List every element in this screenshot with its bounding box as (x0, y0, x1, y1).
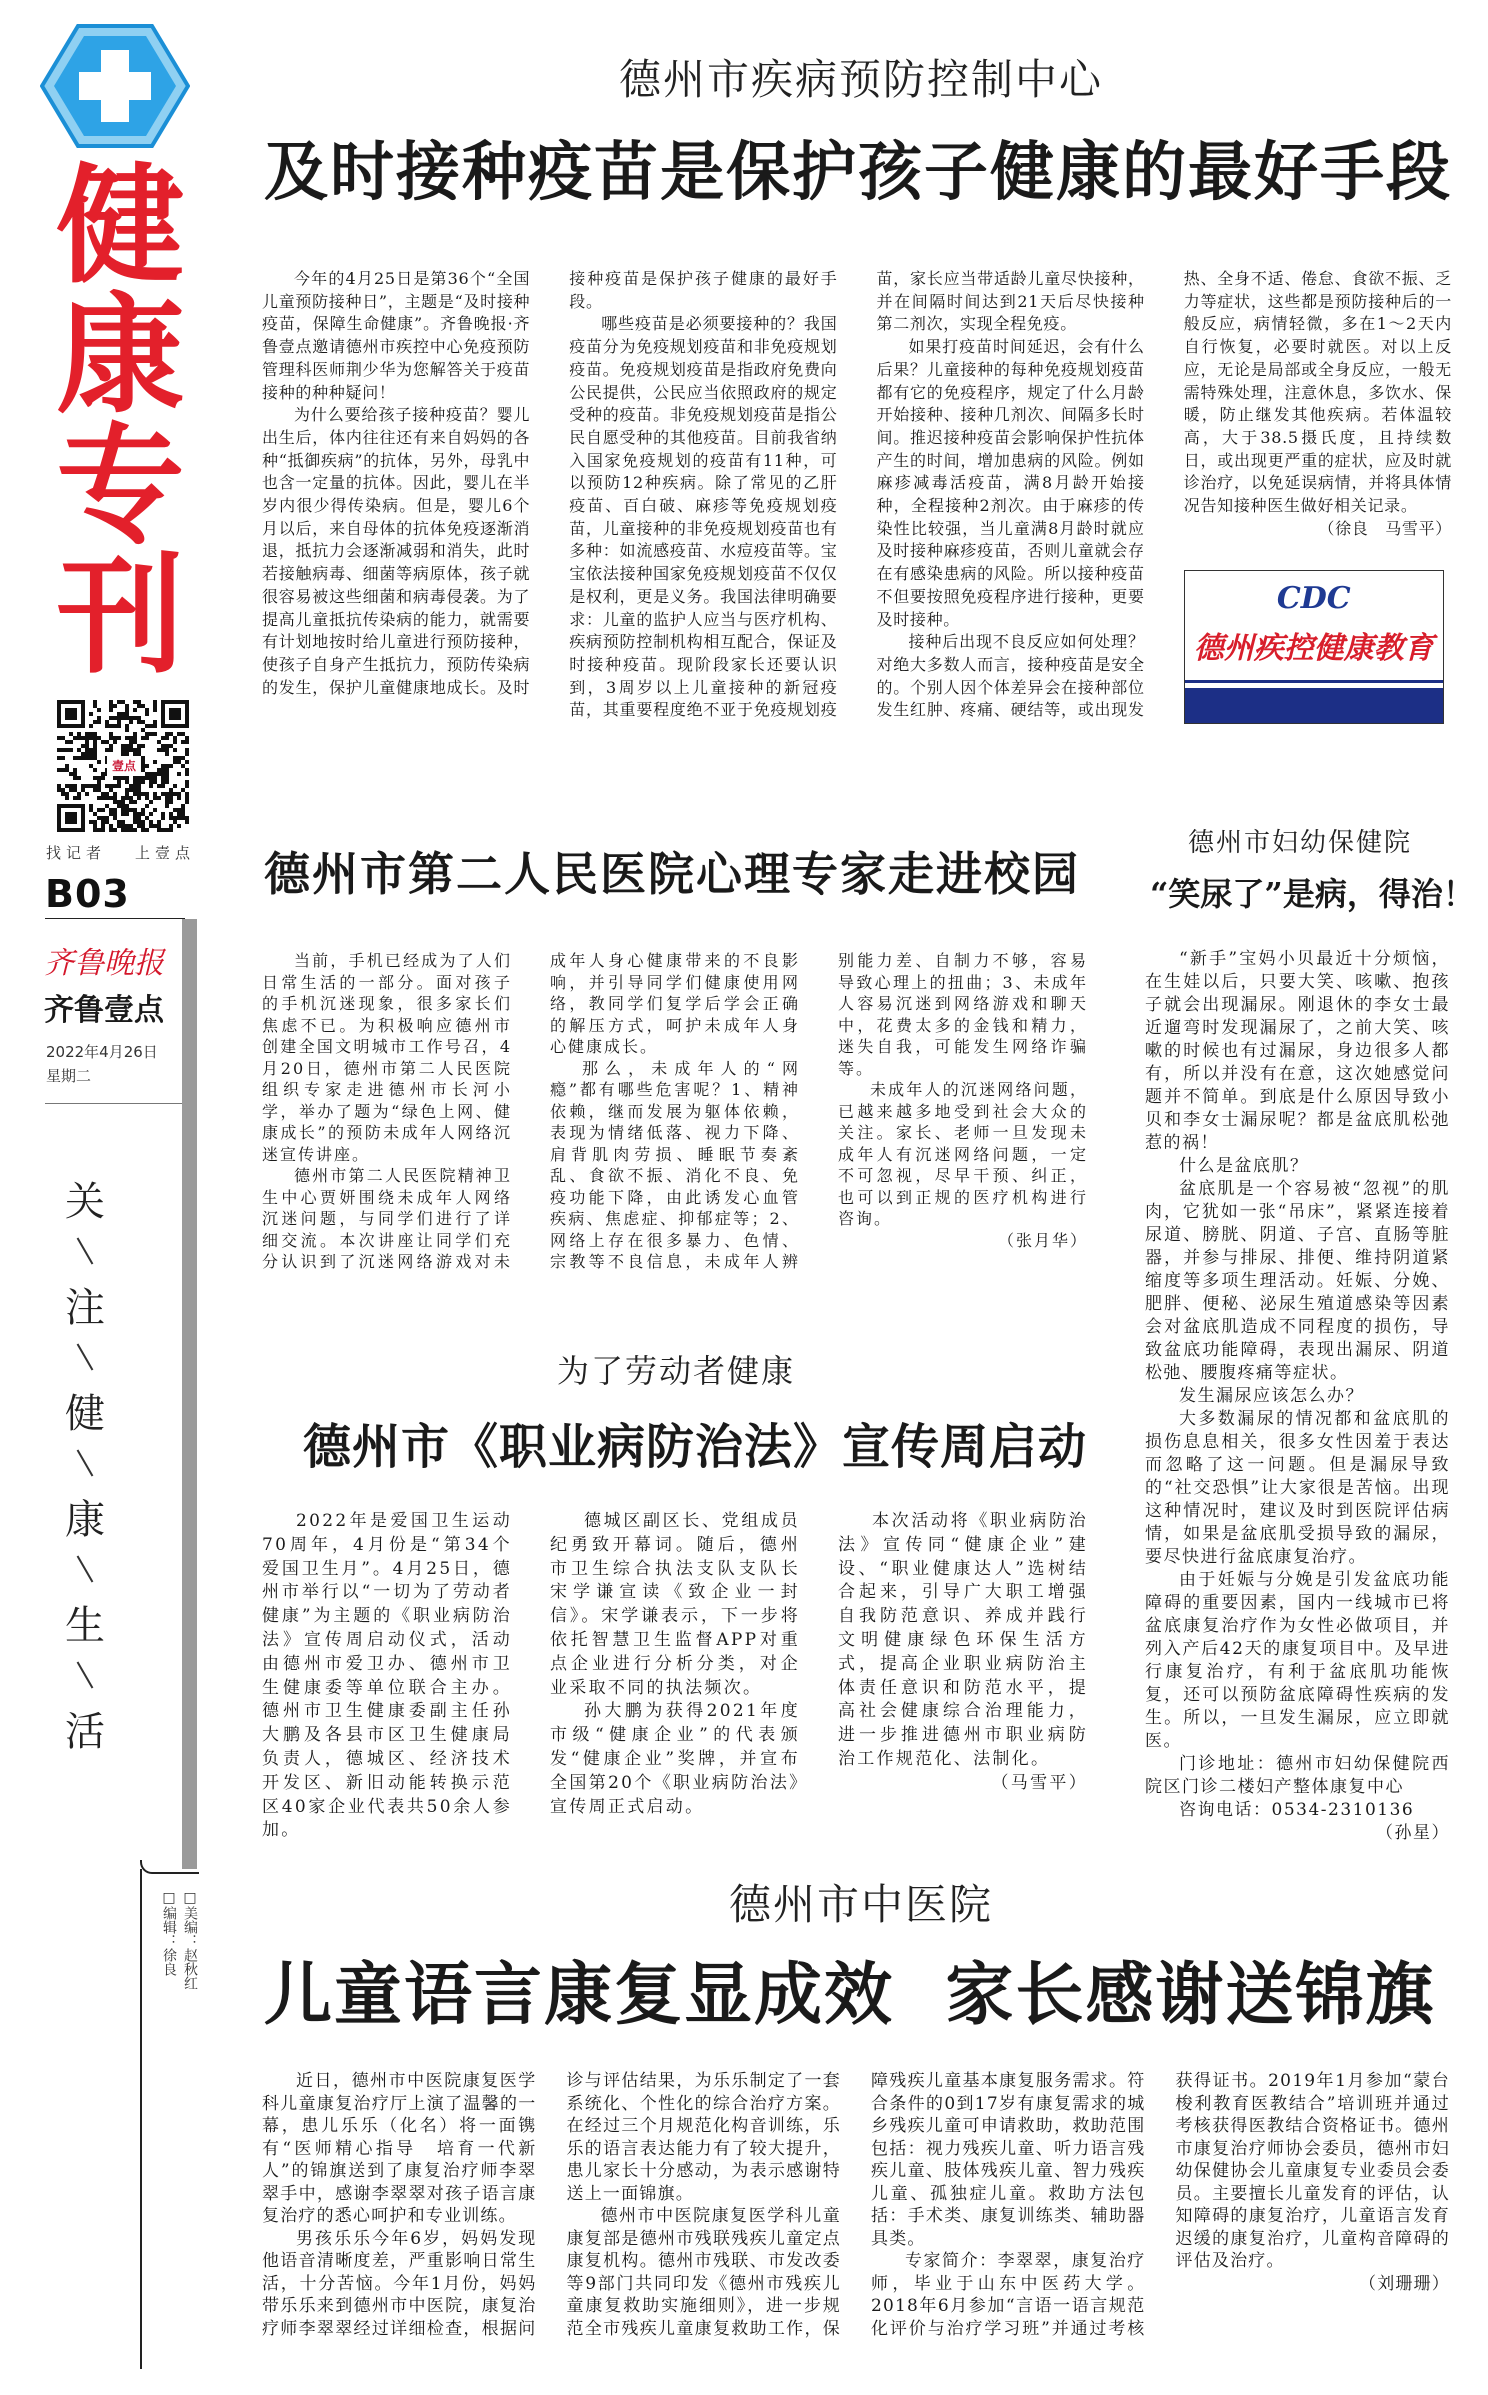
article1-headline: 及时接种疫苗是保护孩子健康的最好手段 (264, 135, 1452, 210)
article-byline: （刘珊珊） (1359, 2273, 1450, 2294)
sidebar-rule (140, 1869, 142, 2369)
article-paragraph: 今年的4月25日是第36个“全国儿童预防接种日”，主题是“及时接种疫苗，保障生命健康”。齐鲁晚报·齐鲁壹点邀请德州市疾控中心免疫预防管理科医师荆少华为您解答关于疫苗接种的种种疑问！ (262, 269, 531, 402)
article5-headline: “笑尿了”是病，得治！ (1150, 875, 1475, 913)
designer-credit: □美编：赵秋红 (182, 1890, 198, 1990)
article3-kicker: 为了劳动者健康 (556, 1352, 795, 1390)
masthead-char: 康 (56, 282, 185, 431)
slash-divider (77, 1450, 94, 1477)
article-byline: （马雪平） (991, 1772, 1088, 1793)
qr-caption-left: 找记者 (46, 844, 107, 862)
article-paragraph: 本次活动将《职业病防治法》宣传同“健康企业”建设、“职业健康达人”选树结合起来，引导广大职工增强自我防范意识、养成并践行文明健康绿色环保生活方式，提高企业职业病防治主体责任意识和防范水平，提高社会健康综合治理能力，进一步推进德州市职业病防治工作规范化、法制化。 (838, 1511, 1088, 1769)
article2-headline: 德州市第二人民医院心理专家走进校园 (264, 847, 1080, 901)
article-byline: （孙星） (1376, 1823, 1450, 1843)
slogan-char: 关 (65, 1179, 105, 1225)
divider (45, 1103, 182, 1104)
issue-date: 2022年4月26日 (46, 1043, 158, 1061)
slogan-char: 注 (65, 1285, 105, 1331)
issue-weekday: 星期二 (46, 1067, 92, 1085)
article-paragraph: 哪些疫苗是必须要接种的？我国疫苗分为免疫规划疫苗和非免疫规划疫苗。免疫规划疫苗是指政府免费向公民提供，公民应当依照政府的规定受种的疫苗。非免疫规划疫苗是指公民自愿受种的其他疫苗。目前我省纳入国家免疫规划的疫苗有11种，可以预防12种疾病。除了常见的乙肝疫苗、百白破、麻疹等免疫规划疫苗，儿童接种的非免疫规划疫苗也有多种：如流感疫苗、水痘疫苗等。宝宝依法接种国家免疫规划疫苗不仅仅是权利，更是义务。我国法律明确要求：儿童的监护人应当与医疗机构、疾病预防控制机构相互配合，保证及时接种疫苗。现阶段家长还要认识到，3周岁以上儿童接种的新冠疫苗，其重要程度绝不亚于免疫规划疫苗，家长应当带适龄儿童尽快接种，并在间隔时间达到21天后尽快接种第二剂次，实现全程免疫。 (569, 269, 1145, 720)
cdc-logo-mark: CDC (1276, 581, 1351, 617)
slogan-char: 生 (65, 1603, 105, 1649)
article3-body (262, 1510, 1088, 1843)
article2-body (262, 950, 1088, 1273)
article1-kicker: 德州市疾病预防控制中心 (618, 55, 1103, 104)
page-number: B03 (45, 872, 130, 916)
sidebar-rule-curve (140, 1860, 199, 1874)
article-paragraph: 2022年是爱国卫生运动70周年，4月份是“第34个爱国卫生月”。4月25日，德州市举行以“一切为了劳动者健康”为主题的《职业病防治法》宣传周启动仪式，活动由德州市爱卫办、德州市卫生健康委等单位联合主办。德州市卫生健康委副主任孙大鹏及各县市区卫生健康局负责人，德城区、经济技术开发区、新旧动能转换示范区40家企业代表共50余人参加。 (262, 1511, 512, 1841)
article1-body (262, 268, 1452, 724)
slogan-char: 活 (65, 1709, 105, 1755)
article-paragraph: 接种后出现不良反应如何处理？对绝大多数人而言，接种疫苗是安全的。个别人因个体差异会在接种部位发生红肿、疼痛、硬结等，或出现发热、全身不适、倦怠、食欲不振、乏力等症状，这些都是预防接种后的一般反应，病情轻微，多在1～2天内自行恢复，必要时就医。对以上反应，无论是局部或全身反应，一般无需特殊处理，注意休息，多饮水、保暖，防止继发其他疾病。若体温较高，大于38.5摄氏度，且持续数日，或出现更严重的症状，应及时就诊治疗，以免延误病情，并将具体情况告知接种医生做好相关记录。 (876, 269, 1452, 720)
article-paragraph: 大多数漏尿的情况都和盆底肌的损伤息息相关，很多女性因羞于表达而忽略了这一问题。但是漏尿导致的“社交恐惧”让大家很是苦恼。出现这种情况时，建议及时到医院评估病情，如果是盆底肌受损导致的漏尿，要尽快进行盆底康复治疗。 (1145, 1409, 1450, 1567)
slash-divider (77, 1344, 94, 1371)
editor-credit: □编辑：徐良 (161, 1890, 177, 1976)
book-graphic (1185, 683, 1443, 724)
slogan-char: 健 (65, 1391, 105, 1437)
masthead-char: 专 (56, 412, 185, 561)
divider (45, 918, 185, 919)
article4-body (262, 2070, 1450, 2340)
qr-caption-right: 上壹点 (135, 844, 196, 862)
article-paragraph: 为什么要给孩子接种疫苗？婴儿出生后，体内往往还有来自妈妈的各种“抵御疾病”的抗体，另外，母乳中也含一定量的抗体。因此，婴儿在半岁内很少得传染病。但是，婴儿6个月以后，来自母体的抗体免疫逐渐消退，抵抗力会逐渐减弱和消失，此时若接触病毒、细菌等病原体，孩子就很容易被这些细菌和病毒侵袭。为了提高儿童抵抗传染病的能力，就需要有计划地按时给儿童进行预防接种，使孩子自身产生抵抗力，预防传染病的发生，保护儿童健康地成长。及时接种疫苗是保护孩子健康的最好手段。 (262, 269, 838, 697)
article-paragraph: 近日，德州市中医院康复医学科儿童康复治疗厅上演了温馨的一幕，患儿乐乐（化名）将一面镌有“医师精心指导 培育一代新人”的锦旗送到了康复治疗师李翠翠手中，感谢李翠翠对孩子语言康复治疗的悉心呵护和专业训练。 (262, 2071, 537, 2226)
article-paragraph: 专家简介：李翠翠，康复治疗师，毕业于山东中医药大学。2018年6月参加“言语一语言规范化评价与治疗学习班”并通过考核获得证书。2019年1月参加“蒙台梭利教育医教结合”培训班并通过考核获得医教结合资格证书。德州市康复治疗师协会委员，德州市妇幼保健协会儿童康复专业委员会委员。主要擅长儿童发育的评估，认知障碍的康复治疗，儿童语言发育迟缓的康复治疗，儿童构音障碍的评估及治疗。 (871, 2071, 1450, 2339)
slash-divider (77, 1662, 94, 1689)
masthead-char: 健 (56, 152, 185, 301)
paper-name-logo: 齐鲁晚报 (44, 946, 164, 981)
article-paragraph: 未成年人的沉迷网络问题，已越来越多地受到社会大众的关注。家长、老师一旦发现未成年人有沉迷网络问题，一定不可忽视，尽早干预、纠正，也可以到正规的医疗机构进行咨询。 (838, 1080, 1088, 1228)
article-byline: （张月华） (997, 1230, 1088, 1250)
article-paragraph: 德城区副区长、党组成员纪勇致开幕词。随后，德州市卫生综合执法支队支队长宋学谦宣读《致企业一封信》。宋学谦表示，下一步将依托智慧卫生监督APP对重点企业进行分析分类，对企业采取不同的执法频次。 (550, 1511, 800, 1698)
article-paragraph: 那么，未成年人的“网瘾”都有哪些危害呢？1、精神依赖，继而发展为躯体依赖，表现为情绪低落、视力下降、肩背肌肉劳损、睡眠节奏紊乱、食欲不振、消化不良、免疫功能下降，由此诱发心血管疾病、焦虑症、抑郁症等；2、网络上存在很多暴力、色情、宗教等不良信息，未成年人辨别能力差、自制力不够，容易导致心理上的扭曲；3、未成年人容易沉迷到网络游戏和聊天中，花费太多的金钱和精力，迷失自我，可能发生网络诈骗等。 (550, 951, 1088, 1271)
article-paragraph: 发生漏尿应该怎么办？ (1179, 1386, 1364, 1406)
article-paragraph: 孙大鹏为获得2021年度市级“健康企业”的代表颁发“健康企业”奖牌，并宣布全国第20个《职业病防治法》宣传周正式启动。 (550, 1701, 800, 1817)
article-paragraph: 什么是盆底肌？ (1179, 1156, 1309, 1176)
article-byline: （徐良 马雪平） (1318, 518, 1452, 538)
article-paragraph: “新手”宝妈小贝最近十分烦恼，在生娃以后，只要大笑、咳嗽、抱孩子就会出现漏尿。刚退休的李女士最近遛弯时发现漏尿了，之前大笑、咳嗽的时候也有过漏尿，身边很多人都有，所以并没有在意，这次她感觉问题并不简单。到底是什么原因导致小贝和李女士漏尿呢？都是盆底肌松弛惹的祸！ (1145, 949, 1450, 1153)
cdc-health-education-logo (1184, 570, 1444, 724)
article-paragraph: 男孩乐乐今年6岁，妈妈发现他语音清晰度差，严重影响日常生活，十分苦恼。今年1月份，妈妈带乐乐来到德州市中医院，康复治疗师李翠翠经过详细检查，根据问诊与评估结果，为乐乐制定了一套系统化、个性化的综合治疗方案。在经过三个月规范化构音训练，乐乐的语言表达能力有了较大提升，患儿家长十分感动，为表示感谢特送上一面锦旗。 (262, 2071, 841, 2339)
slash-divider (77, 1238, 94, 1265)
medical-cross-icon (40, 22, 190, 150)
slash-divider (77, 1556, 94, 1583)
cdc-logo-text: 德州疾控健康教育 (1193, 631, 1434, 667)
sidebar-gray-bar (182, 919, 197, 1869)
qr-code[interactable] (57, 700, 189, 832)
article-paragraph: 由于妊娠与分娩是引发盆底功能障碍的重要因素，国内一线城市已将盆底康复治疗作为女性必做项目，并列入产后42天的康复项目中。及早进行康复治疗，有利于盆底肌功能恢复，还可以预防盆底障碍性疾病的发生。所以，一旦发生漏尿，应立即就医。 (1145, 1570, 1450, 1751)
article5-kicker: 德州市妇幼保健院 (1187, 828, 1412, 858)
article-paragraph: 当前，手机已经成为了人们日常生活的一部分。面对孩子的手机沉迷现象，很多家长们焦虑不已。为积极响应德州市创建全国文明城市工作号召，4月20日，德州市第二人民医院组织专家走进德州市长河小学，举办了题为“绿色上网、健康成长”的预防未成年人网络沉迷宣传讲座。 (262, 951, 512, 1164)
article3-headline: 德州市《职业病防治法》宣传周启动 (303, 1419, 1088, 1475)
article-paragraph: 德州市第二人民医院精神卫生中心贾妍围绕未成年人网络沉迷问题，与同学们进行了详细交流。本次讲座让同学们充分认识到了沉迷网络游戏对未成年人身心健康带来的不良影响，并引导同学们健康使用网络，教同学们复学后学会正确的解压方式，呵护未成年人身心健康成长。 (262, 951, 800, 1271)
article5-body (1145, 948, 1450, 1845)
article-paragraph: 咨询电话：0534-2310136 (1179, 1800, 1415, 1820)
article4-headline: 儿童语言康复显成效 家长感谢送锦旗 (264, 1955, 1436, 2035)
qr-logo: 壹点 (107, 756, 141, 776)
article-paragraph: 如果打疫苗时间延迟，会有什么后果？儿童接种的每种免疫规划疫苗都有它的免疫程序，规定了什么月龄开始接种、接种几剂次、间隔多长时间。推迟接种疫苗会影响保护性抗体产生的时间，增加患病的风险。例如麻疹减毒活疫苗，满8月龄开始接种，全程接种2剂次。由于麻疹的传染性比较强，当儿童满8月龄时就应及时接种麻疹疫苗，否则儿童就会存在有感染患病的风险。所以接种疫苗不但要按照免疫程序进行接种，更要及时接种。 (876, 337, 1145, 629)
article-paragraph: 门诊地址：德州市妇幼保健院西院区门诊二楼妇产整体康复中心 (1145, 1754, 1450, 1797)
masthead-char: 刊 (56, 542, 185, 691)
article-paragraph: 德州市中医院康复医学科儿童康复部是德州市残联残疾儿童定点康复机构。德州市残联、市发改委等9部门共同印发《德州市残疾儿童康复救助实施细则》，进一步规范全市残疾儿童康复救助工作，保障残疾儿童基本康复服务需求。符合条件的0到17岁有康复需求的城乡残疾儿童可申请救助，救助范围包括：视力残疾儿童、听力语言残疾儿童、肢体残疾儿童、智力残疾儿童、孤独症儿童。救助方法包括：手术类、康复训练类、辅助器具类。 (566, 2071, 1146, 2339)
slogan-char: 康 (65, 1497, 105, 1543)
app-name-logo: 齐鲁壹点 (44, 993, 164, 1028)
article4-kicker: 德州市中医院 (728, 1880, 993, 1929)
medical-cross-logo (40, 22, 190, 150)
article-paragraph: 盆底肌是一个容易被“忽视”的肌肉，它犹如一张“吊床”，紧紧连接着尿道、膀胱、阴道、子宫、直肠等脏器，并参与排尿、排便、维持阴道紧缩度等多项生理活动。妊娠、分娩、肥胖、便秘、泌尿生殖道感染等因素会对盆底肌造成不同程度的损伤，导致盆底功能障碍，表现出漏尿、阴道松弛、腰腹疼痛等症状。 (1145, 1179, 1450, 1383)
